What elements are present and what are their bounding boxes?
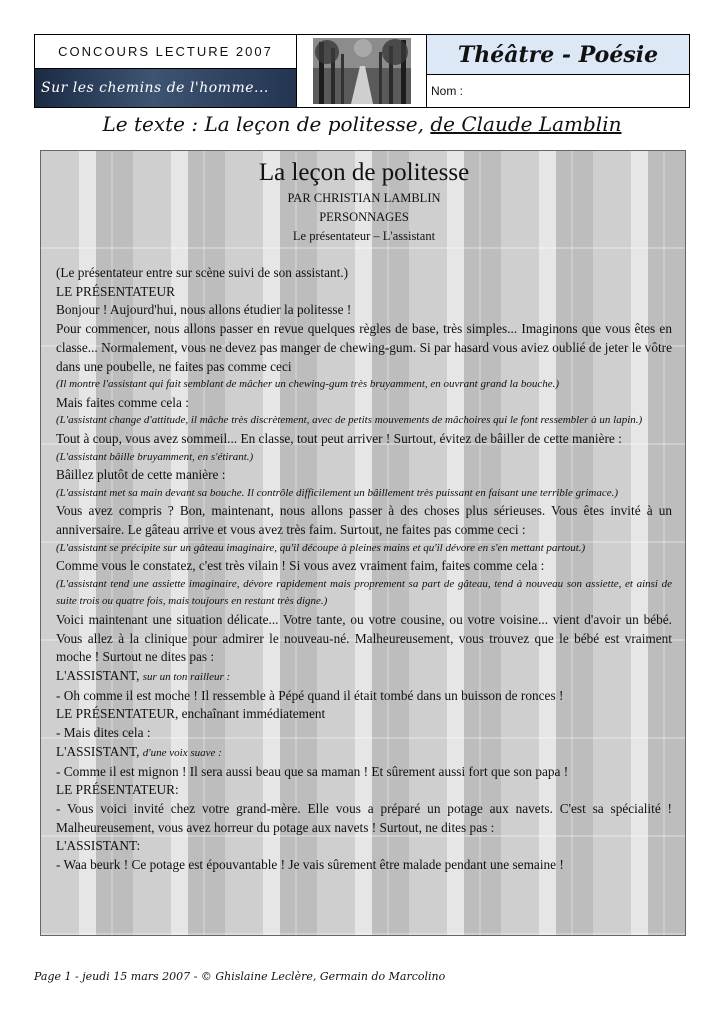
dialogue-line (56, 502, 672, 539)
stage-direction (56, 412, 672, 430)
line-text: (L'assistant met sa main devant sa bouche. Il contrôle difficilement un bâillement très puissant en faisant une terrible grimace.) (56, 486, 619, 499)
dialogue-line (56, 856, 672, 875)
dialogue-line (56, 283, 672, 302)
dialogue-line (56, 705, 672, 724)
dialogue-line (56, 264, 672, 283)
dialogue-line (56, 394, 672, 413)
name-label: Nom : (431, 84, 464, 98)
line-text: (L'assistant tend une assiette imaginaire, dévore rapidement mais proprement sa part de gâteau, tend à nouveau son assiette, et ainsi de suite trois ou quatre fois, mais toujours en restant très digne.) (56, 577, 672, 608)
dialogue-line (56, 320, 672, 376)
line-text: Vous avez compris ? Bon, maintenant, nous allons passer à des choses plus sérieuses. Vous êtes invité à un anniversaire. Le gâteau arrive et vous avez très faim. Surtout, ne faites pas comme ceci : (56, 503, 672, 538)
dialogue-line (56, 667, 672, 687)
line-text: - Vous voici invité chez votre grand-mère. Elle vous a préparé un potage aux navets. C'est sa spécialité ! Malheureusement, vous avez horreur du potage aux navets ! Surtout, ne dites pas : (56, 800, 672, 835)
stage-direction (56, 449, 672, 467)
line-text: (L'assistant change d'attitude, il mâche très discrètement, avec de petits mouvements de mâchoires qui le font ressembler à un lapin.) (56, 414, 643, 427)
line-text: - Waa beurk ! Ce potage est épouvantable ! Je vais sûrement être malade pendant une semaine ! (56, 857, 564, 873)
line-text: LE PRÉSENTATEUR, enchaînant immédiatement (56, 706, 326, 722)
line-text: (L'assistant bâille bruyamment, en s'étirant.) (56, 450, 254, 463)
reading-text (56, 157, 672, 875)
play-title: La leçon de politesse (258, 159, 470, 186)
dialogue-line (56, 687, 672, 706)
spacer (56, 246, 672, 264)
line-stage-note: sur un ton railleur : (142, 671, 231, 684)
line-text: Tout à coup, vous avez sommeil... En classe, tout peut arriver ! Surtout, évitez de bâiller de cette manière : (56, 430, 622, 446)
header-left-cell (35, 35, 297, 107)
dialogue-line (56, 466, 672, 485)
subtitle-prefix: Le texte : La leçon de politesse, (102, 112, 431, 136)
dialogue-line (56, 800, 672, 837)
forest-path-photo (297, 35, 427, 107)
header-table (34, 34, 690, 108)
line-text: (Le présentateur entre sur scène suivi de son assistant.) (56, 265, 349, 280)
dialogue-line (56, 611, 672, 667)
line-text: (L'assistant se précipite sur un gâteau imaginaire, qu'il découpe à pleines mains et qu'il dévore en s'en mettant partout.) (56, 541, 586, 554)
stage-direction (56, 485, 672, 503)
contest-title: CONCOURS LECTURE 2007 (35, 35, 296, 69)
cast-heading: PERSONNAGES (319, 210, 409, 224)
line-text: - Mais dites cela : (56, 725, 151, 741)
stage-direction (56, 376, 672, 394)
line-text: - Oh comme il est moche ! Il ressemble à Pépé quand il était tombé dans un buisson de ronces ! (56, 687, 564, 703)
line-text: L'ASSISTANT, (56, 743, 143, 759)
dialogue-line (56, 763, 672, 782)
subtitle-author: de Claude Lamblin (430, 112, 622, 136)
line-text: - Comme il est mignon ! Il sera aussi beau que sa maman ! Et sûrement aussi fort que son papa ! (56, 763, 569, 779)
line-text: LE PRÉSENTATEUR (56, 283, 175, 299)
line-text: Pour commencer, nous allons passer en revue quelques règles de base, très simples... Imaginons que vous êtes en classe... Normalement, vous ne devez pas manger de chewing-gum. Si par hasard vous aviez oublié de jeter le vôtre dans une poubelle, ne faites pas comme ceci (56, 321, 672, 374)
line-text: Comme vous le constatez, c'est très vilain ! Si vous avez vraiment faim, faites comme cela : (56, 558, 545, 574)
line-text: Mais faites comme cela : (56, 394, 189, 410)
dialogue-line (56, 743, 672, 763)
play-lines (56, 264, 672, 875)
stage-direction (56, 540, 672, 558)
page-footer: Page 1 - jeudi 15 mars 2007 - © Ghislaine Leclère, Germain do Marcolino (34, 970, 446, 983)
dialogue-line (56, 430, 672, 449)
reading-text-box (40, 150, 686, 936)
dialogue-line (56, 557, 672, 576)
line-text: Bâillez plutôt de cette manière : (56, 467, 226, 483)
stage-direction (56, 576, 672, 611)
dialogue-line (56, 837, 672, 856)
dialogue-line (56, 781, 672, 800)
play-byline: PAR CHRISTIAN LAMBLIN (287, 191, 441, 205)
line-text: Voici maintenant une situation délicate... Votre tante, ou votre cousine, ou votre voisine... vient d'avoir un bébé. Vous allez à la clinique pour admirer le nouveau-né. Malheureusement, vous trouvez que le bébé est vraiment moche ! Surtout ne dites pas : (56, 611, 672, 665)
name-field[interactable] (427, 75, 689, 107)
dialogue-line (56, 301, 672, 320)
cast-list: Le présentateur – L'assistant (292, 229, 436, 243)
line-stage-note: d'une voix suave : (142, 746, 222, 759)
text-subtitle (34, 112, 690, 142)
line-text: L'ASSISTANT: (56, 838, 141, 854)
line-text: Bonjour ! Aujourd'hui, nous allons étudier la politesse ! (56, 302, 352, 318)
line-text: LE PRÉSENTATEUR: (56, 782, 179, 798)
genre-title: Théâtre - Poésie (427, 35, 689, 75)
banner-slogan: Sur les chemins de l'homme... (35, 69, 296, 107)
dialogue-line (56, 724, 672, 743)
header-right-cell (427, 35, 689, 107)
line-text: L'ASSISTANT, (56, 668, 143, 684)
forest-path-icon (313, 38, 411, 104)
line-text: (Il montre l'assistant qui fait semblant de mâcher un chewing-gum très bruyamment, en ouvrant grand la bouche.) (56, 378, 559, 391)
